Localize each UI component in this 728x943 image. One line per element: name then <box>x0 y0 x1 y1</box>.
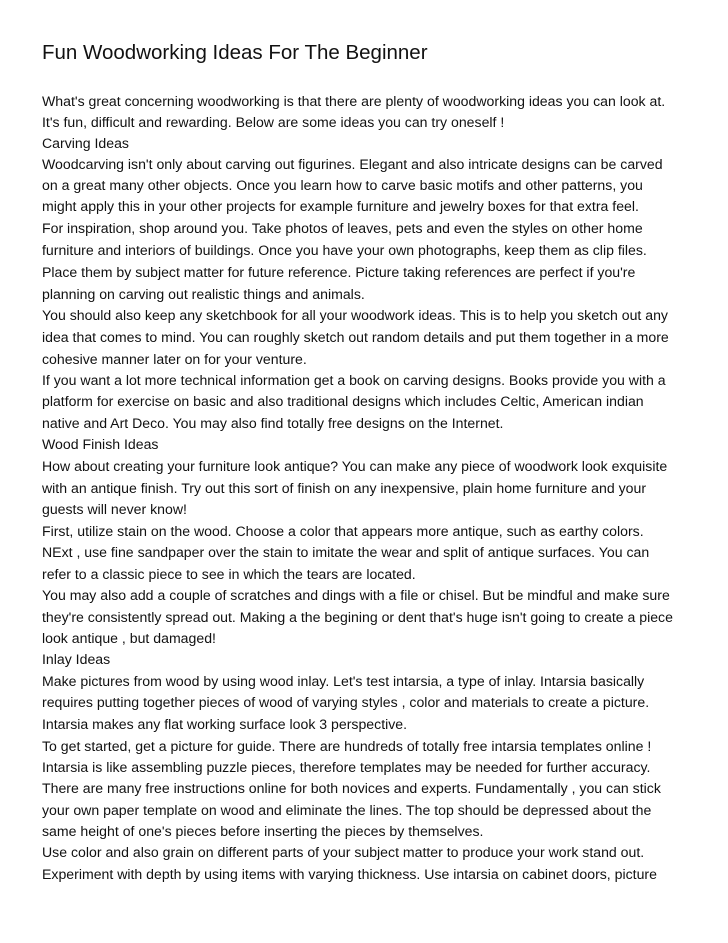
body-line: cohesive manner later on for your venture. <box>42 351 307 367</box>
body-line: on a great many other objects. Once you learn how to carve basic motifs and other patterns, you <box>42 177 643 193</box>
body-line: You should also keep any sketchbook for all your woodwork ideas. This is to help you sketch out any <box>42 307 668 323</box>
body-line: How about creating your furniture look antique? You can make any piece of woodwork look exquisite <box>42 458 668 474</box>
body-line: look antique , but damaged! <box>42 630 216 646</box>
body-line: idea that comes to mind. You can roughly sketch out random details and put them together in a more <box>42 329 669 345</box>
body-line: your own paper template on wood and eliminate the lines. The top should be depressed about the <box>42 802 652 818</box>
body-line: Make pictures from wood by using wood inlay. Let's test intarsia, a type of inlay. Intarsia basically <box>42 673 645 689</box>
body-line: For inspiration, shop around you. Take photos of leaves, pets and even the styles on other home <box>42 220 643 236</box>
body-line: with an antique finish. Try out this sort of finish on any inexpensive, plain home furniture and your <box>42 480 647 496</box>
section-heading-carving-ideas: Carving Ideas <box>42 135 129 151</box>
section-heading-wood-finish-ideas: Wood Finish Ideas <box>42 436 159 452</box>
body-line: Intarsia is like assembling puzzle pieces, therefore templates may be needed for further accuracy. <box>42 759 651 775</box>
body-line: furniture and interiors of buildings. Once you have your own photographs, keep them as clip files. <box>42 242 647 258</box>
body-line: Experiment with depth by using items with varying thickness. Use intarsia on cabinet doors, picture <box>42 866 657 882</box>
body-line: Use color and also grain on different parts of your subject matter to produce your work stand out. <box>42 844 645 860</box>
body-line: platform for exercise on basic and also traditional designs which includes Celtic, American indian <box>42 393 644 409</box>
body-line: NExt , use fine sandpaper over the stain to imitate the wear and split of antique surfaces. You can <box>42 544 650 560</box>
body-line: might apply this in your other projects for example furniture and jewelry boxes for that extra feel. <box>42 198 639 214</box>
body-line: There are many free instructions online for both novices and experts. Fundamentally , you can stick <box>42 780 661 796</box>
body-line: Place them by subject matter for future reference. Picture taking references are perfect if you're <box>42 264 636 280</box>
body-line: First, utilize stain on the wood. Choose a color that appears more antique, such as earthy colors. <box>42 523 644 539</box>
body-line: Intarsia makes any flat working surface look 3 perspective. <box>42 716 408 732</box>
body-line: You may also add a couple of scratches and dings with a file or chisel. But be mindful and make sure <box>42 587 670 603</box>
body-line: native and Art Deco. You may also find totally free designs on the Internet. <box>42 415 504 431</box>
body-line: requires putting together pieces of wood of varying styles , color and materials to create a picture. <box>42 694 650 710</box>
body-line: same height of one's pieces before inserting the pieces by themselves. <box>42 823 484 839</box>
section-heading-inlay-ideas: Inlay Ideas <box>42 651 111 667</box>
body-line: What's great concerning woodworking is that there are plenty of woodworking ideas you can look at. <box>42 93 666 109</box>
body-line: If you want a lot more technical information get a book on carving designs. Books provide you with a <box>42 372 666 388</box>
body-line: refer to a classic piece to see in which the tears are located. <box>42 566 416 582</box>
body-line: guests will never know! <box>42 501 187 517</box>
document-title: Fun Woodworking Ideas For The Beginner <box>42 41 428 64</box>
body-line: It's fun, difficult and rewarding. Below are some ideas you can try oneself ! <box>42 114 505 130</box>
body-line: Woodcarving isn't only about carving out figurines. Elegant and also intricate designs can be carved <box>42 156 663 172</box>
body-line: they're consistently spread out. Making a the begining or dent that's huge isn't going to create a piece <box>42 609 673 625</box>
body-line: planning on carving out realistic things and animals. <box>42 286 365 302</box>
body-line: To get started, get a picture for guide. There are hundreds of totally free intarsia templates online ! <box>42 738 652 754</box>
